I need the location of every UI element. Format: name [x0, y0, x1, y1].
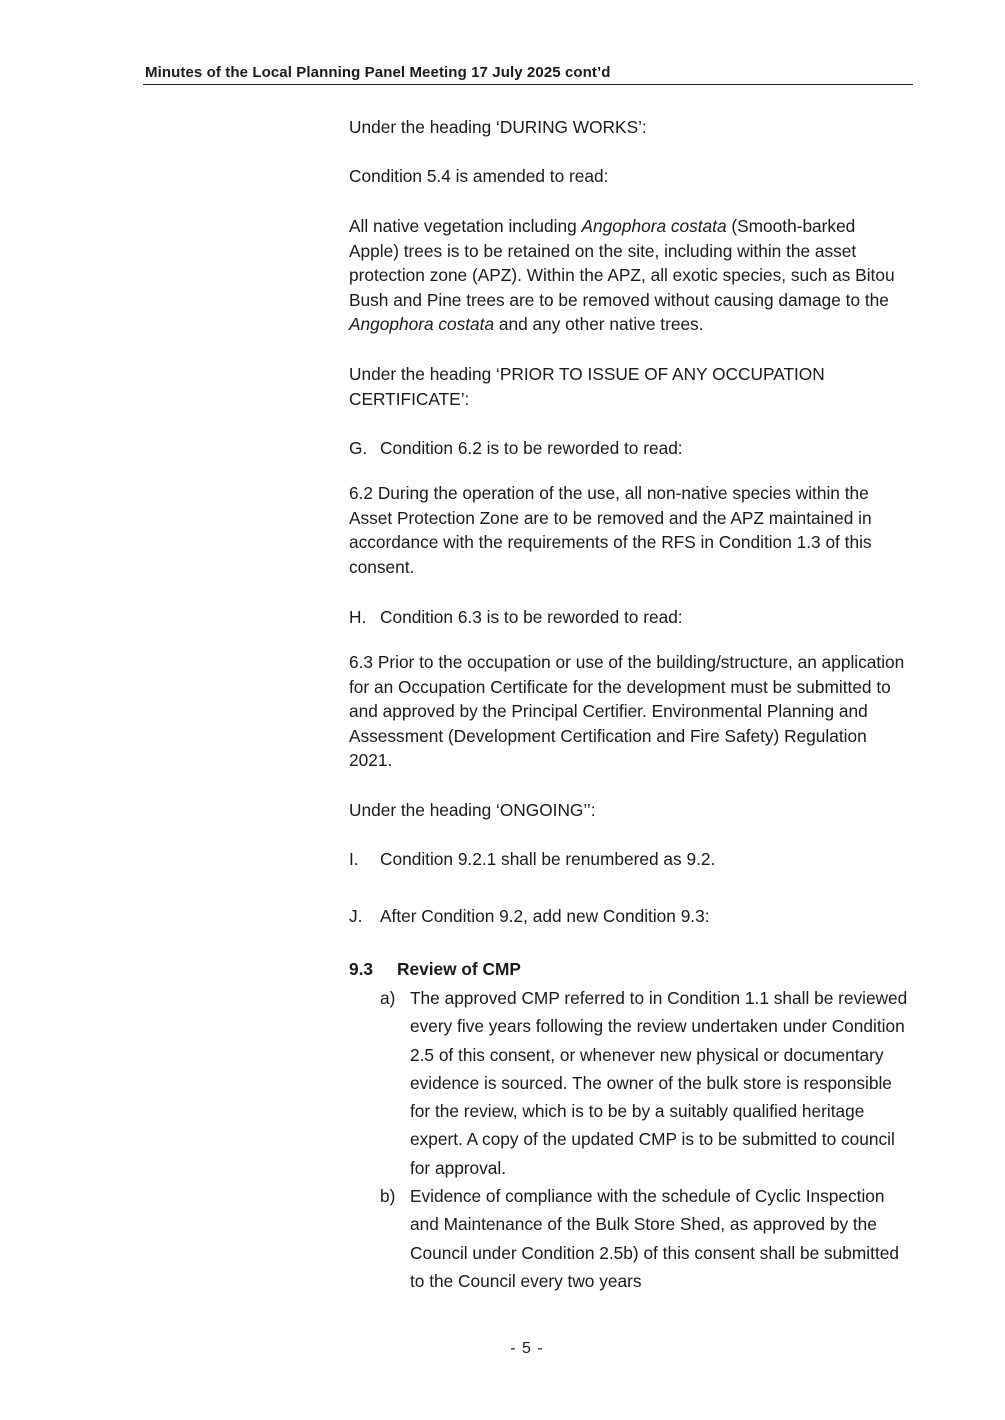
- review-item-b-label: b): [380, 1186, 396, 1206]
- review-item-a-label: a): [380, 988, 396, 1008]
- page-header: [143, 62, 913, 85]
- item-j-label: J.: [349, 906, 363, 926]
- item-h-label: H.: [349, 607, 367, 627]
- review-item-a-text: The approved CMP referred to in Condition 1.1 shall be reviewed every five years following the review undertaken under Condition 2.5 of this consent, or whenever new physical or documentary evidence is sourced. The owner of the bulk store is responsible for the review, which is to be by a suitably qualified heritage expert. A copy of the updated CMP is to be submitted to council for approval.: [410, 988, 908, 1178]
- item-h-text: Condition 6.3 is to be reworded to read:: [380, 607, 683, 627]
- review-cmp-number: 9.3: [349, 959, 374, 979]
- review-item-b-text: Evidence of compliance with the schedule of Cyclic Inspection and Maintenance of the Bulk Store Shed, as approved by the Council under Condition 2.5b) of this consent shall be submitted to the Council every two years: [410, 1186, 899, 1291]
- page-number: - 5 -: [510, 1340, 544, 1357]
- condition-5-4-part1: All native vegetation including: [349, 216, 582, 236]
- condition-5-4-part3: and any other native trees.: [494, 314, 704, 335]
- item-j-text: After Condition 9.2, add new Condition 9.3:: [380, 906, 710, 926]
- ongoing-heading: Under the heading ‘ONGOING’’:: [349, 800, 596, 820]
- condition-5-4-intro: Condition 5.4 is amended to read:: [349, 166, 609, 186]
- condition-5-4-text: [349, 214, 909, 337]
- review-cmp-title: Review of CMP: [397, 959, 521, 979]
- occupation-heading: Under the heading ‘PRIOR TO ISSUE OF ANY OCCUPATION CERTIFICATE’:: [349, 364, 825, 409]
- condition-6-2-text: 6.2 During the operation of the use, all non-native species within the Asset Protection Zone are to be removed and the APZ maintained in accordance with the requirements of the RFS in Condition 1.3 of this consent.: [349, 483, 872, 577]
- item-g-label: G.: [349, 438, 368, 458]
- species-name: Angophora costata: [349, 314, 495, 335]
- during-works-heading: Under the heading ‘DURING WORKS’:: [349, 117, 647, 137]
- species-name: Angophora costata: [581, 216, 727, 236]
- review-cmp-heading: [349, 957, 521, 981]
- item-i-text: Condition 9.2.1 shall be renumbered as 9.2.: [380, 849, 716, 869]
- condition-6-3-text: 6.3 Prior to the occupation or use of the building/structure, an application for an Occupation Certificate for the development must be submitted to and approved by the Principal Certifier. Environmental Planning and Assessment (Development Certification and Fire Safety) Regulation 2021.: [349, 652, 905, 771]
- item-g-text: Condition 6.2 is to be reworded to read:: [380, 438, 683, 458]
- header-title: Minutes of the Local Planning Panel Meeting 17 July 2025 cont’d: [145, 64, 611, 81]
- condition-5-4-part2: (Smooth-barked Apple) trees is to be retained on the site, including within the asset protection zone (APZ). Within the APZ, all exotic species, such as Bitou Bush and Pine trees are to be removed without causing damage to the: [349, 216, 895, 310]
- item-i-label: I.: [349, 849, 359, 869]
